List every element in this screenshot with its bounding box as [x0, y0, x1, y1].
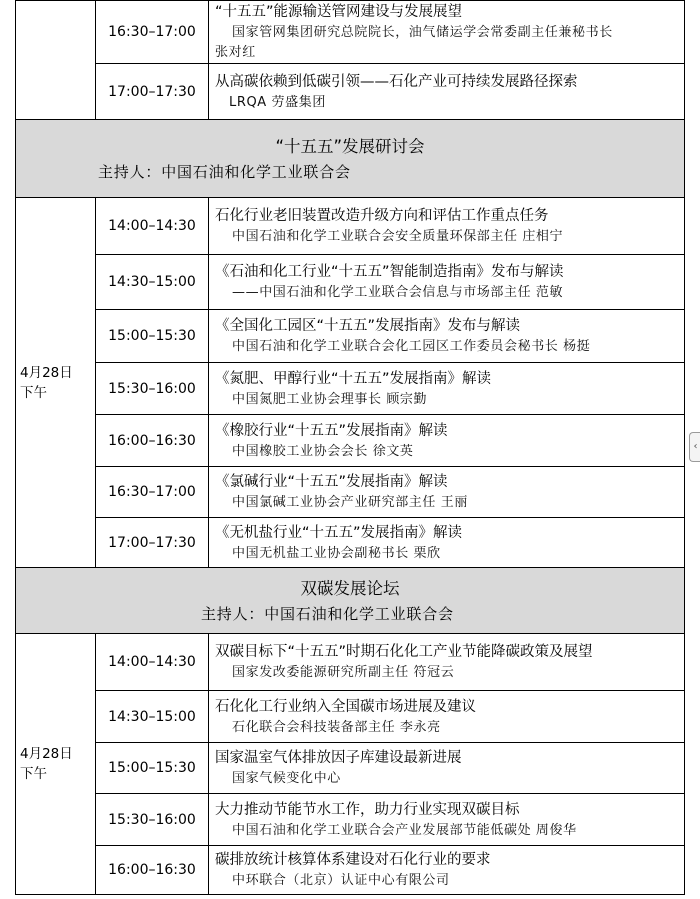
day-date: 4月28日: [20, 746, 73, 762]
time-cell: 15:00–15:30: [96, 310, 209, 363]
session-title: 碳排放统计核算体系建设对石化行业的要求: [215, 852, 491, 868]
agenda-row: [16, 310, 685, 363]
topic-cell: [209, 467, 685, 518]
topic-cell: [209, 363, 685, 415]
day-period: 下午: [20, 766, 47, 782]
session-speaker: 国家发改委能源研究所副主任 符冠云: [232, 665, 455, 680]
agenda-row: [16, 846, 685, 895]
session-speaker: 国家气候变化中心: [232, 771, 341, 786]
agenda-row: [16, 363, 685, 415]
session-title: “十五五”能源输送管网建设与发展展望: [215, 4, 463, 20]
agenda-row: [16, 634, 685, 691]
section-header-cell: [16, 120, 685, 198]
session-speaker: 中国石油和化学工业联合会化工园区工作委员会秘书长 杨挺: [232, 339, 591, 354]
agenda-row: [16, 794, 685, 846]
time-cell: 14:00–14:30: [96, 634, 209, 691]
session-title: 《无机盐行业“十五五”发展指南》解读: [215, 524, 463, 541]
section-header: [16, 120, 685, 198]
session-title: 《全国化工园区“十五五”发展指南》发布与解读: [215, 318, 521, 334]
time-cell: 15:30–16:00: [96, 794, 209, 846]
session-title: 《石油和化工行业“十五五”智能制造指南》发布与解读: [215, 264, 564, 280]
session-speaker: 中国石油和化学工业联合会安全质量环保部主任 庄相宁: [232, 229, 564, 244]
time-cell: 15:30–16:00: [96, 363, 209, 415]
agenda-row: [16, 467, 685, 518]
session-speaker: [215, 23, 680, 63]
session-title: 石化行业老旧装置改造升级方向和评估工作重点任务: [215, 208, 549, 224]
session-title: 《氮肥、甲醇行业“十五五”发展指南》解读: [215, 370, 492, 387]
topic-cell: [209, 415, 685, 467]
session-speaker: 石化联合会科技装备部主任 李永亮: [232, 719, 441, 735]
agenda-row: [16, 743, 685, 794]
session-speaker: 中国石油和化学工业联合会产业发展部节能低碳处 周俊华: [232, 822, 577, 838]
topic-cell: [209, 634, 685, 691]
topic-cell: [209, 794, 685, 846]
chevron-left-icon: ‹: [693, 441, 698, 452]
topic-cell: [209, 518, 685, 568]
time-cell: 16:00–16:30: [96, 846, 209, 895]
time-cell: 16:00–16:30: [96, 415, 209, 467]
agenda-row: [16, 1, 685, 64]
side-scroll-tab[interactable]: [689, 432, 700, 462]
topic-cell: [209, 691, 685, 743]
session-speaker: 中国橡胶工业协会会长 徐文英: [232, 443, 414, 459]
topic-cell: [209, 310, 685, 363]
speaker-line: 国家管网集团研究总院院长，油气储运学会常委副主任兼秘书长: [232, 25, 613, 40]
section-header: [16, 568, 685, 634]
day-cell: [16, 1, 96, 120]
time-cell: 16:30–17:00: [96, 467, 209, 518]
topic-cell: [209, 1, 685, 64]
session-title: 《橡胶行业“十五五”发展指南》解读: [215, 422, 448, 439]
topic-cell: [209, 743, 685, 794]
topic-cell: [209, 255, 685, 310]
time-cell: 17:00–17:30: [96, 518, 209, 568]
topic-cell: [209, 846, 685, 895]
time-cell: 14:30–15:00: [96, 255, 209, 310]
session-title: 《氯碱行业“十五五”发展指南》解读: [215, 474, 448, 490]
agenda-table: [15, 0, 685, 895]
session-title: 双碳目标下“十五五”时期石化化工产业节能降碳政策及展望: [215, 644, 593, 660]
session-title: 从高碳依赖到低碳引领——石化产业可持续发展路径探索: [215, 73, 578, 90]
session-speaker: 中国氮肥工业协会理事长 顾宗勤: [232, 391, 428, 407]
section-host: 主持人：中国石油和化学工业联合会: [98, 162, 351, 181]
session-speaker: 中国氯碱工业协会产业研究部主任 王丽: [232, 495, 468, 510]
agenda-row: [16, 64, 685, 120]
session-title: 国家温室气体排放因子库建设最新进展: [215, 750, 462, 766]
topic-cell: [209, 198, 685, 255]
agenda-row: [16, 691, 685, 743]
time-cell: 16:30–17:00: [96, 1, 209, 64]
session-speaker: 中国无机盐工业协会副秘书长 栗欣: [232, 545, 441, 561]
section-header-cell: [16, 568, 685, 634]
session-speaker: LRQA 劳盛集团: [229, 94, 326, 110]
day-period: 下午: [20, 384, 47, 401]
day-cell: [16, 198, 96, 568]
day-cell: [16, 634, 96, 895]
session-speaker: 中环联合（北京）认证中心有限公司: [232, 873, 450, 888]
section-title: “十五五”发展研讨会: [275, 136, 425, 156]
agenda-row: [16, 255, 685, 310]
agenda-row: [16, 415, 685, 467]
time-cell: 17:00–17:30: [96, 64, 209, 120]
day-date: 4月28日: [20, 364, 73, 381]
topic-cell: [209, 64, 685, 120]
speaker-line-continued: 张对红: [215, 45, 256, 60]
agenda-row: [16, 518, 685, 568]
section-host: 主持人：中国石油和化学工业联合会: [201, 604, 454, 623]
section-title: 双碳发展论坛: [300, 578, 400, 598]
agenda-row: [16, 198, 685, 255]
session-speaker: ——中国石油和化学工业联合会信息与市场部主任 范敏: [232, 285, 564, 300]
time-cell: 15:00–15:30: [96, 743, 209, 794]
time-cell: 14:00–14:30: [96, 198, 209, 255]
session-title: 石化化工行业纳入全国碳市场进展及建议: [215, 698, 476, 715]
time-cell: 14:30–15:00: [96, 691, 209, 743]
session-title: 大力推动节能节水工作，助力行业实现双碳目标: [215, 801, 520, 818]
